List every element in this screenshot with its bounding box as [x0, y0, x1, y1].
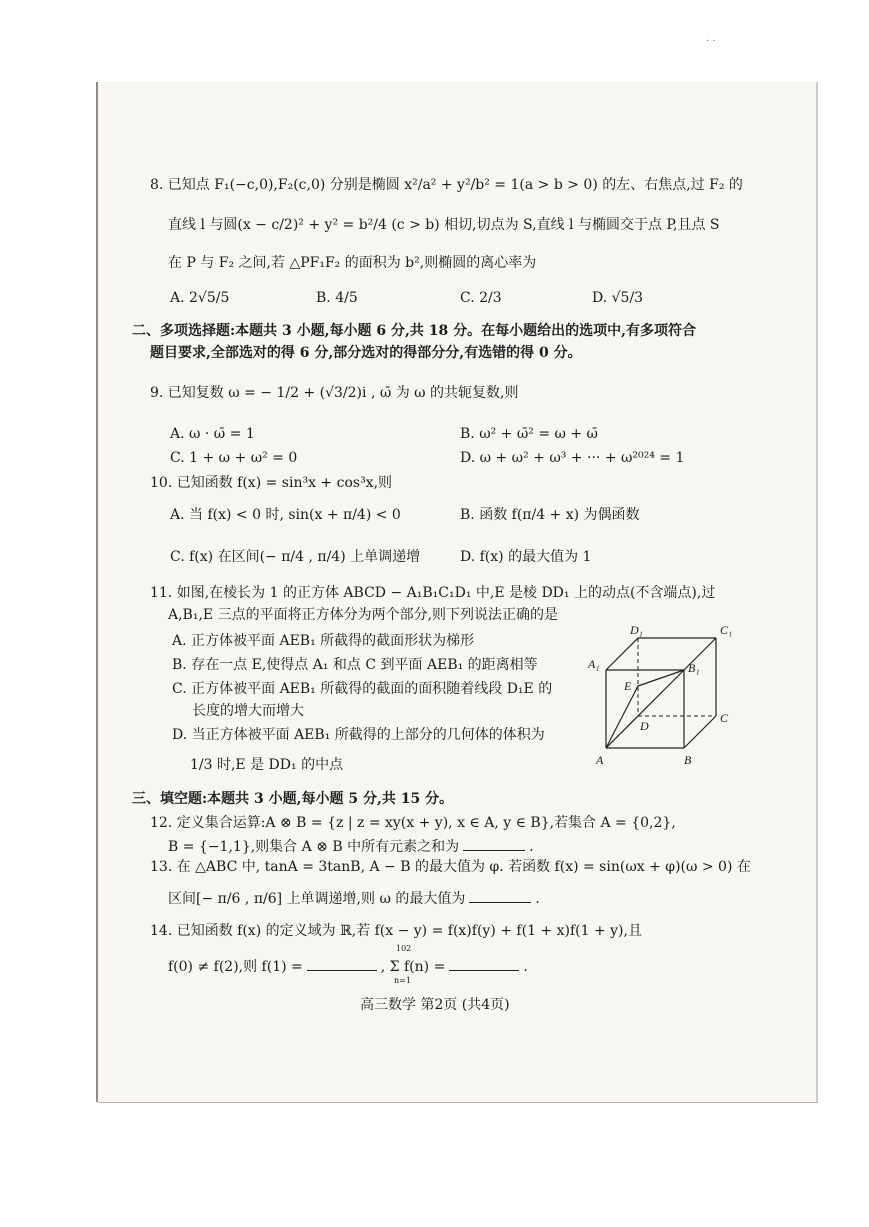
q11-option-d-line2: 1/3 时,E 是 DD₁ 的中点	[190, 757, 344, 773]
scan-speck: · ·	[706, 36, 716, 47]
section2-heading-line1: 二、多项选择题:本题共 3 小题,每小题 6 分,共 18 分。在每小题给出的选项中,有多项符合	[132, 323, 696, 339]
q12-line1: 12. 定义集合运算:A ⊗ B = {z | z = xy(x + y), x ∈ A, y ∈ B},若集合 A = {0,2},	[150, 815, 676, 831]
q14-line1: 14. 已知函数 f(x) 的定义域为 ℝ,若 f(x − y) = f(x)f(y) + f(1 + x)f(1 + y),且	[150, 923, 642, 939]
q13-line2-text: 区间[− π/6 , π/6] 上单调递增,则 ω 的最大值为	[168, 891, 466, 907]
q13-line2: 区间[− π/6 , π/6] 上单调递增,则 ω 的最大值为 .	[168, 891, 540, 907]
q14-answer-blank-2[interactable]	[449, 960, 519, 971]
cube-label-d1: D₁	[630, 623, 643, 637]
q9-stem: 9. 已知复数 ω = − 1/2 + (√3/2)i , ω̄ 为 ω 的共轭复数,则	[150, 385, 519, 401]
q14-answer-blank-1[interactable]	[307, 960, 377, 971]
cube-label-c: C	[720, 711, 729, 725]
page-footer: 高三数学 第2页 (共4页)	[360, 997, 510, 1013]
q10-option-a: A. 当 f(x) < 0 时, sin(x + π/4) < 0	[170, 507, 401, 523]
q11-option-c-line2: 长度的增大而增大	[192, 703, 304, 719]
cube-label-e: E	[624, 679, 632, 693]
cube-label-c1: C₁	[720, 623, 733, 637]
q9-option-a: A. ω · ω̄ = 1	[170, 426, 255, 442]
q11-option-d-line1: D. 当正方体被平面 AEB₁ 所截得的上部分的几何体的体积为	[172, 727, 545, 743]
q12-answer-blank[interactable]	[463, 840, 525, 851]
q8-line3: 在 P 与 F₂ 之间,若 △PF₁F₂ 的面积为 b²,则椭圆的离心率为	[168, 255, 537, 271]
q13-line1: 13. 在 △ABC 中, tanA = 3tanB, A − B 的最大值为 φ. 若函数 f(x) = sin(ωx + φ)(ω > 0) 在	[150, 859, 751, 875]
q12-line2-text: B = {−1,1},则集合 A ⊗ B 中所有元素之和为	[168, 839, 460, 855]
section-e-b1	[638, 670, 684, 686]
edge-b-c	[684, 716, 716, 748]
section2-heading-line2: 题目要求,全部选对的得 6 分,部分选对的得部分分,有选错的得 0 分。	[150, 345, 582, 361]
cube-label-a1: A₁	[588, 657, 600, 671]
cube-label-b: B	[684, 753, 692, 767]
q11-option-a: A. 正方体被平面 AEB₁ 所截得的截面形状为梯形	[172, 633, 475, 649]
section3-heading: 三、填空题:本题共 3 小题,每小题 5 分,共 15 分。	[132, 791, 454, 807]
q9-option-b: B. ω² + ω̄² = ω + ω̄	[460, 426, 598, 442]
cube-figure	[586, 622, 754, 772]
cube-label-a: A	[596, 753, 604, 767]
q10-option-c: C. f(x) 在区间(− π/4 , π/4) 上单调递增	[170, 549, 421, 565]
exam-page	[98, 82, 818, 1102]
q12-line2: B = {−1,1},则集合 A ⊗ B 中所有元素之和为 .	[168, 839, 534, 855]
q11-line1: 11. 如图,在棱长为 1 的正方体 ABCD − A₁B₁C₁D₁ 中,E 是棱 DD₁ 上的动点(不含端点),过	[150, 585, 716, 601]
cube-label-d: D	[640, 719, 649, 733]
edge-a1-d1	[606, 638, 638, 670]
section-a-e	[606, 686, 638, 748]
q8-line1: 8. 已知点 F₁(−c,0),F₂(c,0) 分别是椭圆 x²/a² + y²/b² = 1(a > b > 0) 的左、右焦点,过 F₂ 的	[150, 177, 743, 193]
q10-option-b: B. 函数 f(π/4 + x) 为偶函数	[460, 507, 640, 523]
q8-option-d: D. √5/3	[592, 290, 644, 306]
q9-option-d: D. ω + ω² + ω³ + ··· + ω²⁰²⁴ = 1	[460, 450, 685, 466]
q10-option-d: D. f(x) 的最大值为 1	[460, 549, 592, 565]
q11-option-b: B. 存在一点 E,使得点 A₁ 和点 C 到平面 AEB₁ 的距离相等	[172, 657, 538, 673]
q14-sum-text: , Σ f(n) =	[380, 959, 446, 975]
q14-line2: f(0) ≠ f(2),则 f(1) = , Σ f(n) = .	[168, 959, 528, 975]
q8-option-b: B. 4/5	[316, 290, 358, 306]
q8-line2: 直线 l 与圆(x − c/2)² + y² = b²/4 (c > b) 相切,切点为 S,直线 l 与椭圆交于点 P,且点 S	[168, 217, 720, 233]
q8-option-a: A. 2√5/5	[170, 290, 230, 306]
q14-sum-lower-limit: n=1	[394, 976, 411, 985]
q14-line2-text: f(0) ≠ f(2),则 f(1) =	[168, 959, 303, 975]
q10-stem: 10. 已知函数 f(x) = sin³x + cos³x,则	[150, 475, 393, 491]
q9-option-c: C. 1 + ω + ω² = 0	[170, 450, 298, 466]
q11-option-c-line1: C. 正方体被平面 AEB₁ 所截得的截面的面积随着线段 D₁E 的	[172, 681, 553, 697]
q8-option-c: C. 2/3	[460, 290, 502, 306]
cube-label-b1: B₁	[688, 661, 700, 675]
q11-line2: A,B₁,E 三点的平面将正方体分为两个部分,则下列说法正确的是	[168, 607, 559, 623]
q14-sum-upper-limit: 102	[396, 944, 412, 953]
q13-answer-blank[interactable]	[469, 892, 531, 903]
